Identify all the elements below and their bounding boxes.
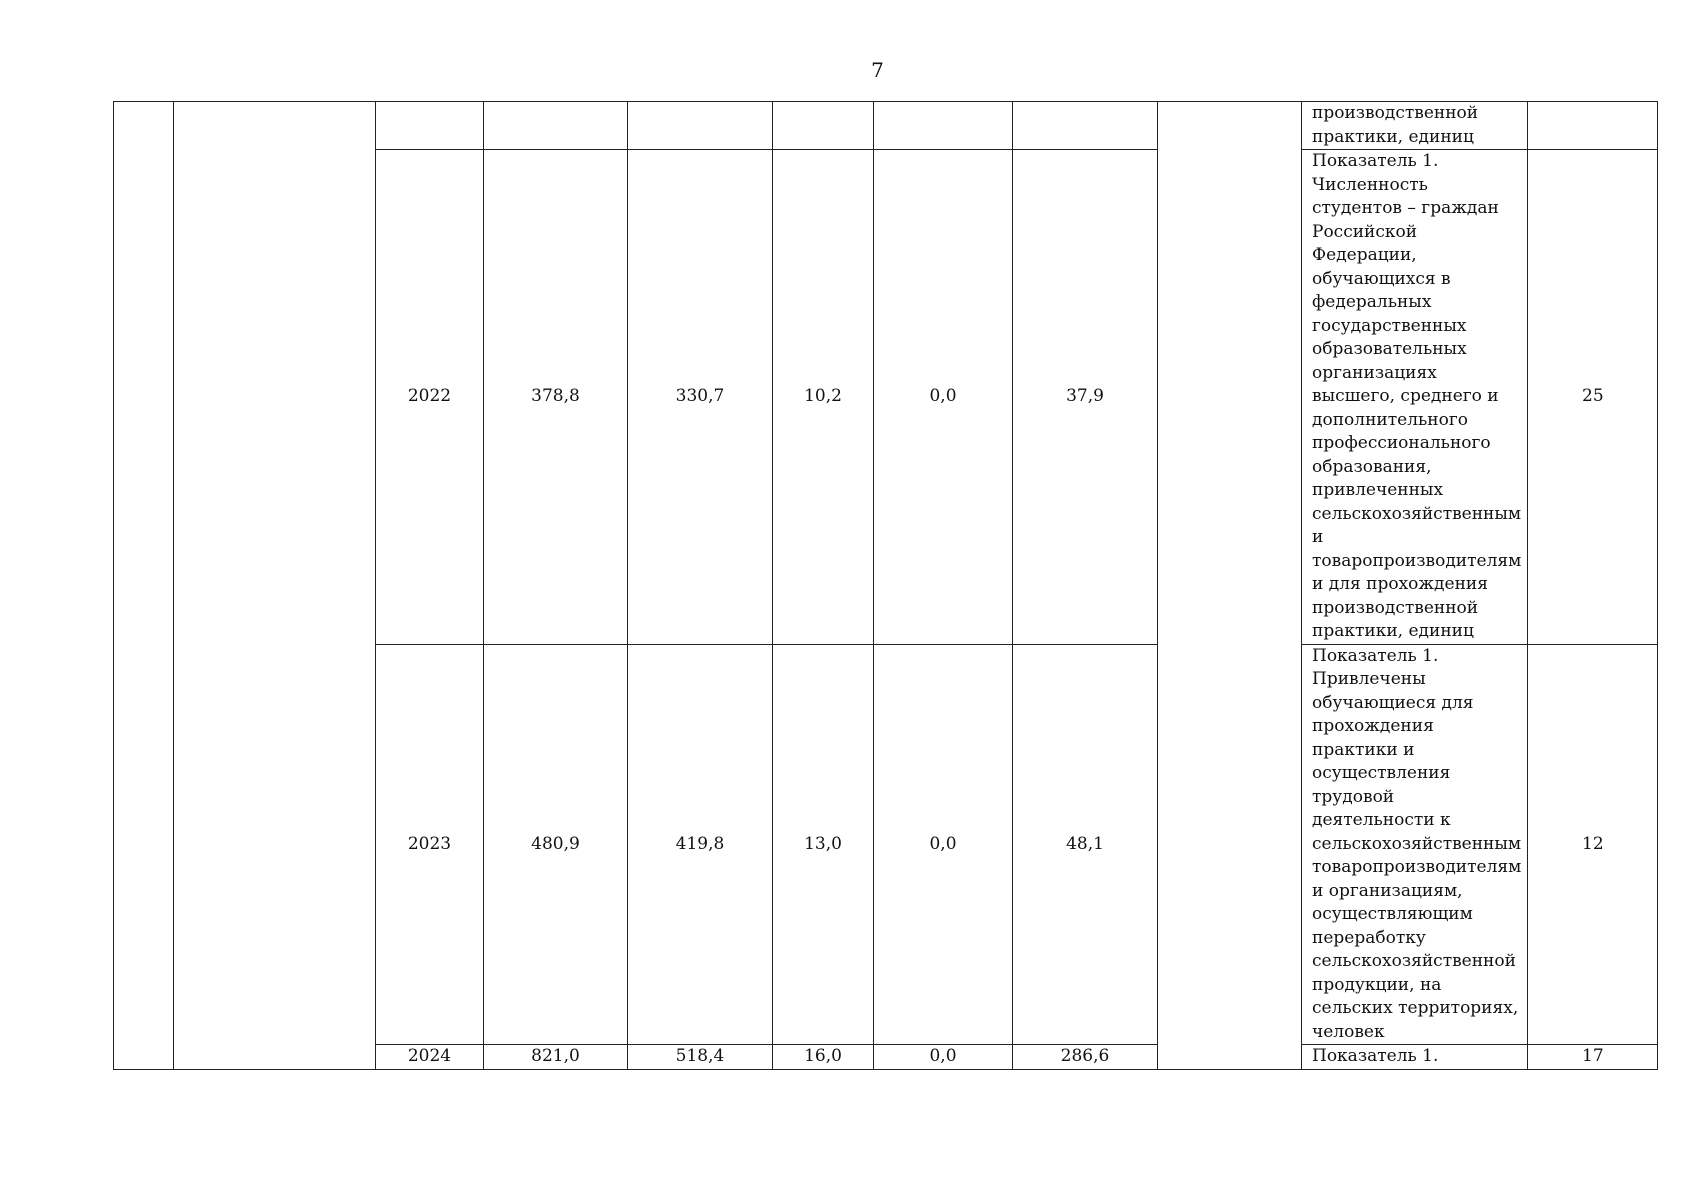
value-cell bbox=[1013, 102, 1158, 150]
value-cell: 286,6 bbox=[1013, 1045, 1158, 1070]
value-cell bbox=[874, 102, 1013, 150]
value-cell: 378,8 bbox=[484, 150, 628, 645]
value-cell: 0,0 bbox=[874, 150, 1013, 645]
result-cell bbox=[1158, 102, 1302, 1070]
event-name-cell bbox=[174, 102, 376, 1070]
year-cell: 2024 bbox=[376, 1045, 484, 1070]
value-cell: 0,0 bbox=[874, 644, 1013, 1045]
value-cell: 518,4 bbox=[628, 1045, 773, 1070]
indicator-cell: производственной практики, единиц bbox=[1302, 102, 1528, 150]
indicator-cell: Показатель 1. Привлечены обучающиеся для прохождения практики и осуществления трудовой деятельности к сельскохозяйственным товаропроизводителям и организациям, осуществляющим переработку сельскохозяйственной продукции, на сельских территориях, человек bbox=[1302, 644, 1528, 1045]
table-row bbox=[114, 102, 1658, 150]
value-cell bbox=[484, 102, 628, 150]
indicator-value-cell bbox=[1528, 102, 1658, 150]
value-cell: 10,2 bbox=[773, 150, 874, 645]
page-number: 7 bbox=[871, 58, 884, 82]
data-table bbox=[113, 101, 1658, 1070]
value-cell bbox=[628, 102, 773, 150]
indicator-cell: Показатель 1. Численность студентов – граждан Российской Федерации, обучающихся в федеральных государственных образовательных организациях высшего, среднего и дополнительного профессионального образования, привлеченных сельскохозяйственным и товаропроизводителям и для прохождения производственной практики, единиц bbox=[1302, 150, 1528, 645]
indicator-value-cell: 12 bbox=[1528, 644, 1658, 1045]
row-number-cell bbox=[114, 102, 174, 1070]
value-cell: 821,0 bbox=[484, 1045, 628, 1070]
indicator-value-cell: 17 bbox=[1528, 1045, 1658, 1070]
value-cell: 0,0 bbox=[874, 1045, 1013, 1070]
year-cell bbox=[376, 102, 484, 150]
value-cell: 16,0 bbox=[773, 1045, 874, 1070]
value-cell bbox=[773, 102, 874, 150]
year-cell: 2022 bbox=[376, 150, 484, 645]
value-cell: 48,1 bbox=[1013, 644, 1158, 1045]
value-cell: 330,7 bbox=[628, 150, 773, 645]
year-cell: 2023 bbox=[376, 644, 484, 1045]
indicator-cell: Показатель 1. bbox=[1302, 1045, 1528, 1070]
value-cell: 37,9 bbox=[1013, 150, 1158, 645]
value-cell: 480,9 bbox=[484, 644, 628, 1045]
value-cell: 419,8 bbox=[628, 644, 773, 1045]
indicator-value-cell: 25 bbox=[1528, 150, 1658, 645]
value-cell: 13,0 bbox=[773, 644, 874, 1045]
